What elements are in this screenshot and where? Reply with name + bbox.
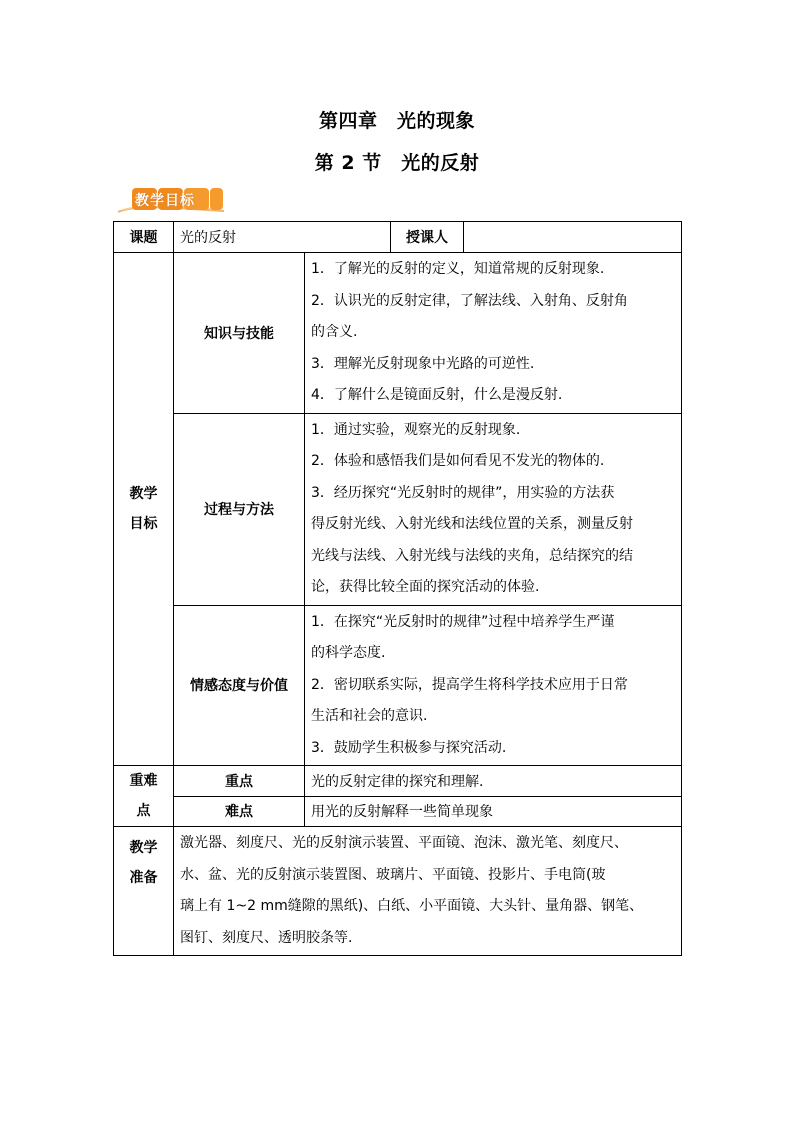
difficulty-label: 重难 点 — [114, 766, 174, 827]
topic-value: 光的反射 — [174, 222, 391, 253]
knowledge-label: 知识与技能 — [174, 253, 305, 414]
badge-label: 教学目标 — [135, 193, 195, 209]
goals-label: 教学 目标 — [114, 253, 174, 766]
emotion-label: 情感态度与价值 — [174, 605, 305, 766]
teaching-goals-badge — [116, 186, 226, 214]
teacher-value — [464, 222, 682, 253]
process-content: 1．通过实验，观察光的反射现象. 2．体验和感悟我们是如何看见不发光的物体的. 3．经历探究“光反射时的规律”，用实验的方法获 得反射光线、入射光线和法线位置的关系，测量反射 光线与法线、入射光线与法线的夹角，总结探究的结 论，获得比较全面的探究活动的体验. — [305, 413, 682, 605]
chapter-title: 第四章 光的现象 — [318, 110, 475, 132]
process-label: 过程与方法 — [174, 413, 305, 605]
teacher-label: 授课人 — [391, 222, 464, 253]
prep-content: 激光器、刻度尺、光的反射演示装置、平面镜、泡沫、激光笔、刻度尺、 水、盆、光的反射演示装置图、玻璃片、平面镜、投影片、手电筒(玻 璃上有 1~2 mm缝隙的黑纸)、白纸、小平面镜、大头针、量角器、钢笔、 图钉、刻度尺、透明胶条等. — [174, 827, 682, 956]
key-point-value: 光的反射定律的探究和理解. — [305, 766, 682, 797]
hard-point-value: 用光的反射解释一些简单现象 — [305, 796, 682, 827]
topic-label: 课题 — [114, 222, 174, 253]
lesson-plan-table — [113, 221, 682, 956]
knowledge-content: 1．了解光的反射的定义，知道常规的反射现象. 2．认识光的反射定律，了解法线、入射角、反射角 的含义. 3．理解光反射现象中光路的可逆性. 4．了解什么是镜面反射，什么是漫反射. — [305, 253, 682, 414]
section-title: 第 2 节 光的反射 — [314, 152, 480, 174]
prep-label: 教学 准备 — [114, 827, 174, 956]
key-point-label: 重点 — [174, 766, 305, 797]
hard-point-label: 难点 — [174, 796, 305, 827]
emotion-content: 1．在探究“光反射时的规律”过程中培养学生严谨 的科学态度. 2．密切联系实际，提高学生将科学技术应用于日常 生活和社会的意识. 3．鼓励学生积极参与探究活动. — [305, 605, 682, 766]
